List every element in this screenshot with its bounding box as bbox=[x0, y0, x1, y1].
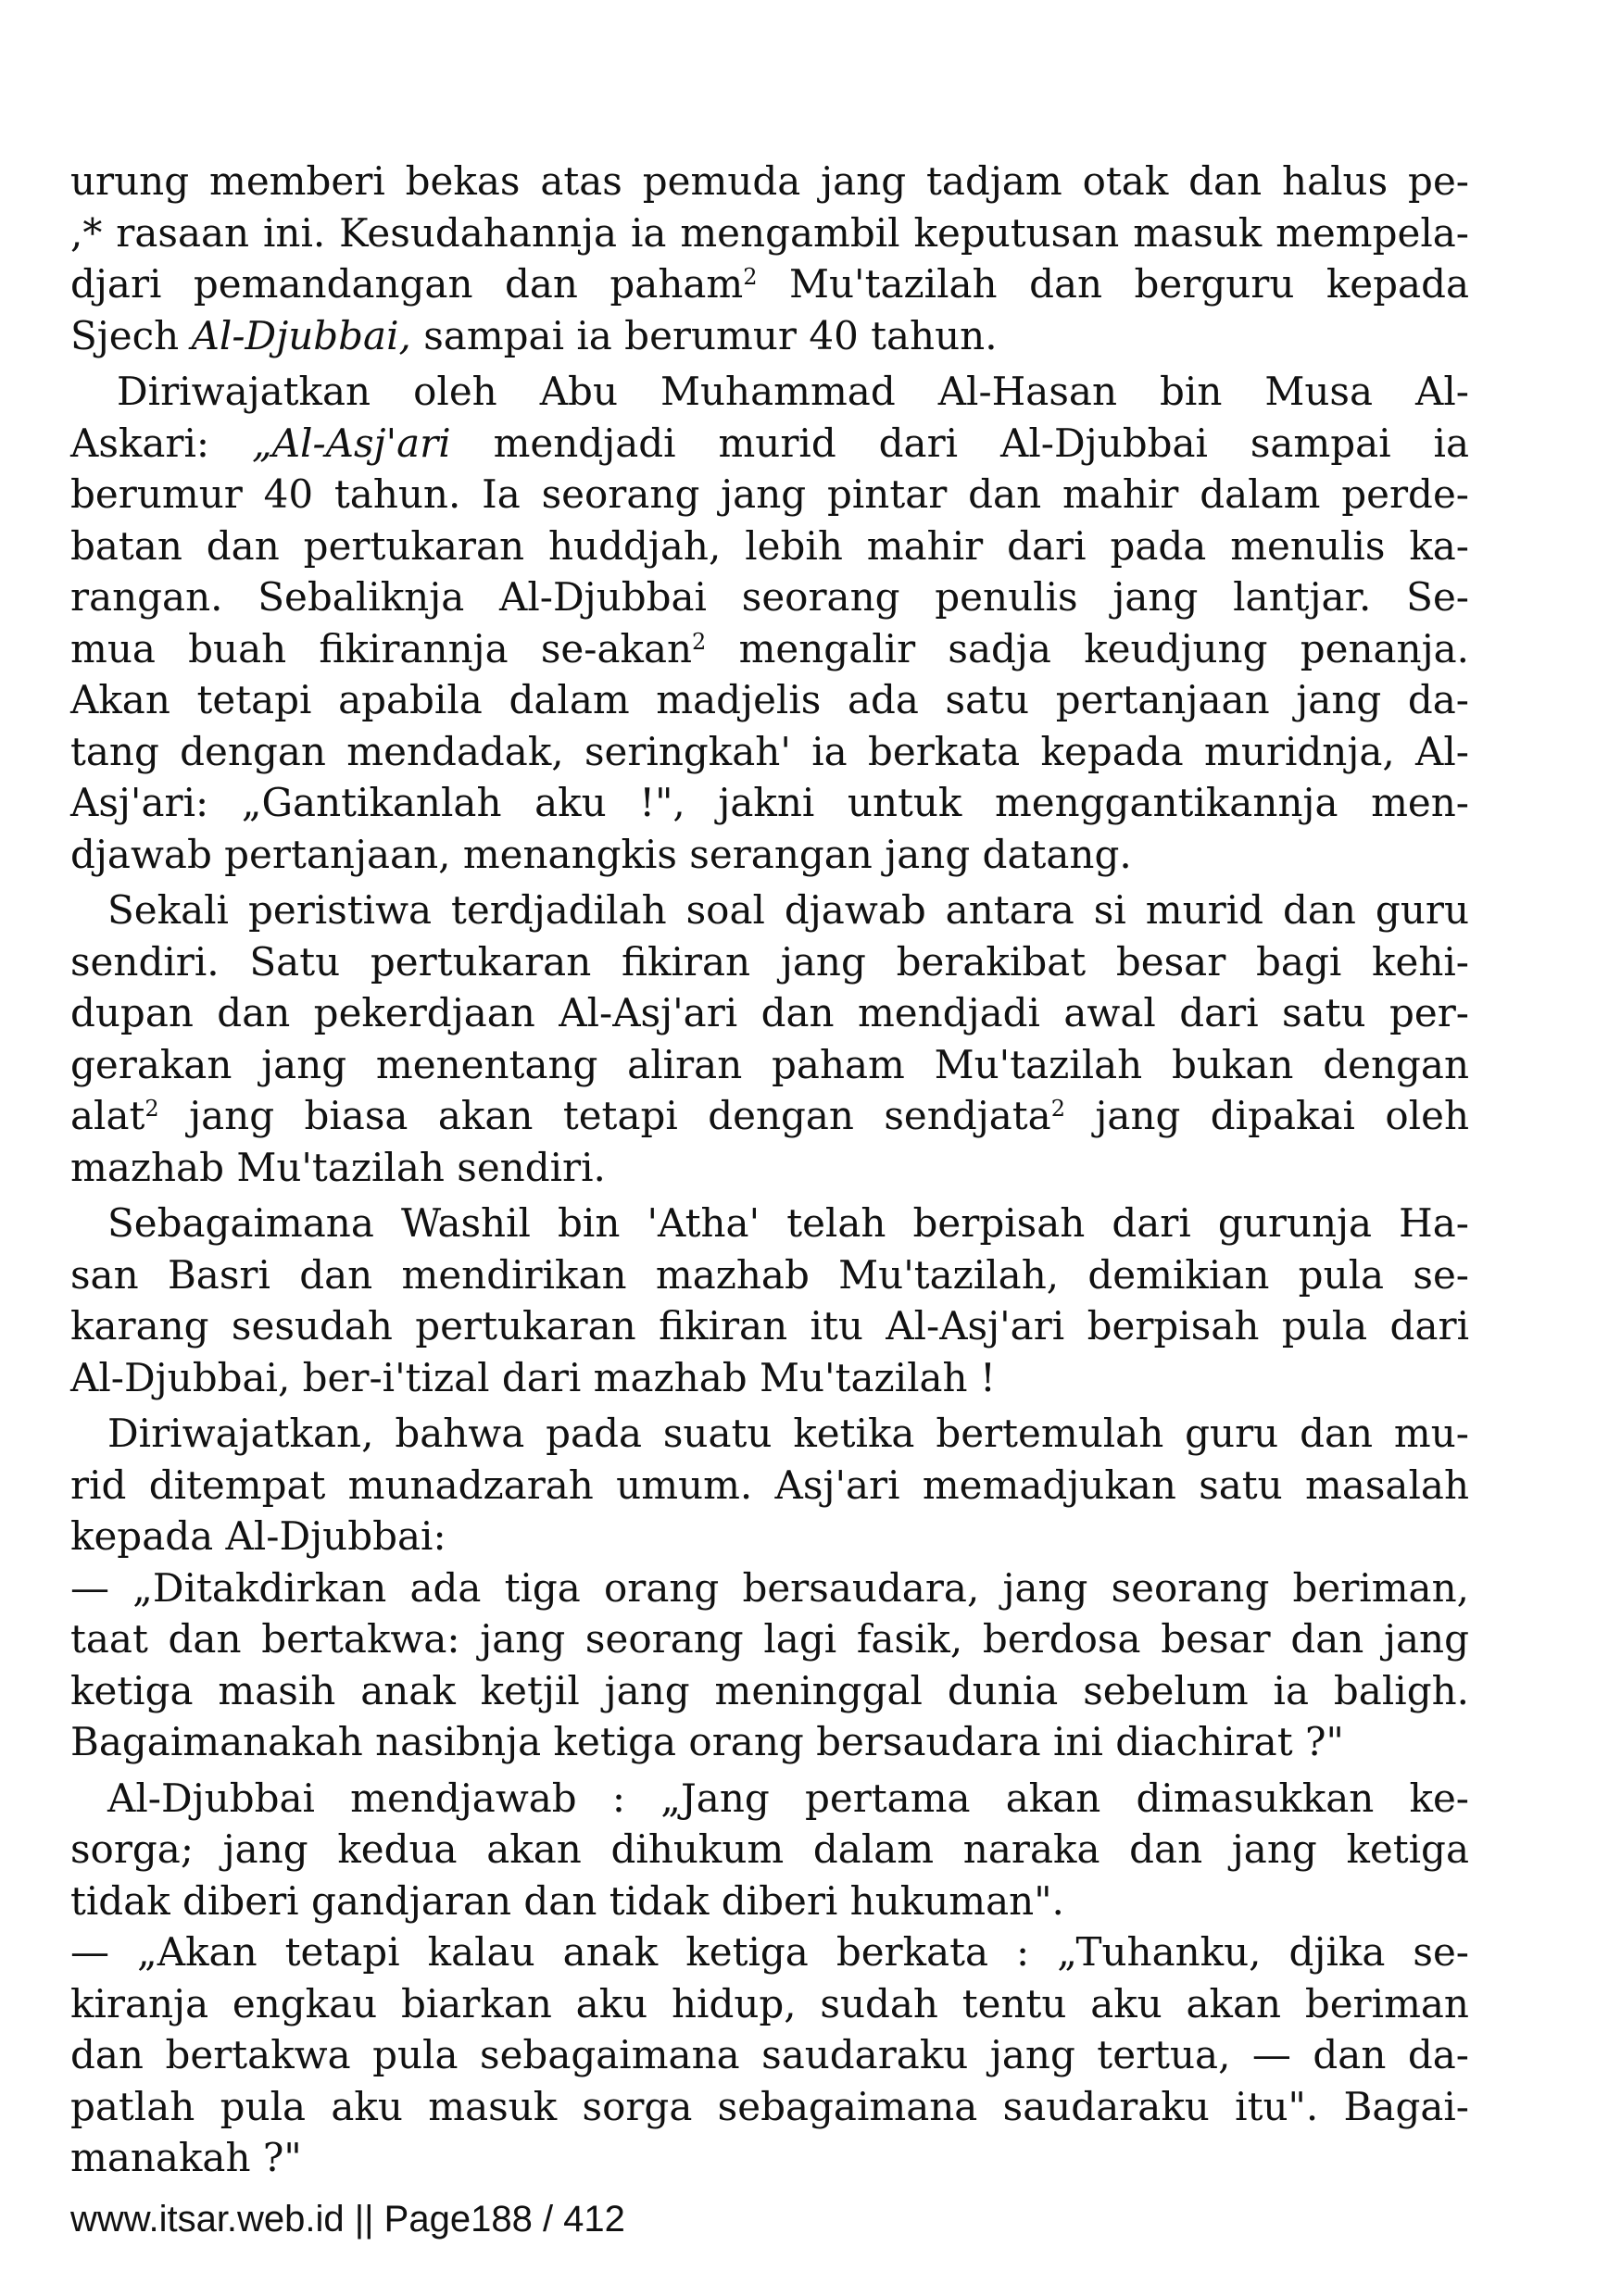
text-line: dan bertakwa pula sebagaimana saudaraku jang tertua, — dan da- bbox=[70, 2032, 1469, 2077]
text-line: mua buah fikirannja se-akan$^2$ mengalir sadja keudjung penanja. bbox=[70, 625, 1469, 671]
text-line: Bagaimanakah nasibnja ketiga orang bersaudara ini diachirat ?" bbox=[70, 1719, 1344, 1764]
page-footer: www.itsar.web.id || Page188 / 412 bbox=[70, 2199, 625, 2240]
text-line: Diriwajatkan oleh Abu Muhammad Al-Hasan bin Musa Al- bbox=[117, 369, 1469, 414]
text-line: Sjech Al-Djubbai, sampai ia berumur 40 tahun. bbox=[70, 312, 998, 358]
paragraph-3 bbox=[70, 885, 1469, 1193]
text-line: Akan tetapi apabila dalam madjelis ada satu pertanjaan jang da- bbox=[70, 677, 1469, 722]
text-line: Al-Djubbai, ber-i'tizal dari mazhab Mu'tazilah ! bbox=[70, 1354, 996, 1400]
text-line: san Basri dan mendirikan mazhab Mu'tazilah, demikian pula se- bbox=[70, 1251, 1469, 1298]
text-line: djari pemandangan dan paham$^2$ Mu'tazilah dan berguru kepada bbox=[70, 261, 1469, 307]
text-line: Sebagaimana Washil bin 'Atha' telah berpisah dari gurunja Ha- bbox=[107, 1200, 1469, 1246]
paragraph-1 bbox=[70, 156, 1469, 361]
text-line: taat dan bertakwa: jang seorang lagi fasik, berdosa besar dan jang bbox=[70, 1616, 1469, 1662]
text-line: — „Ditakdirkan ada tiga orang bersaudara, jang seorang beriman, bbox=[70, 1564, 1469, 1611]
paragraph-4 bbox=[70, 1198, 1469, 1403]
text-line: sendiri. Satu pertukaran fikiran jang berakibat besar bagi kehi- bbox=[70, 938, 1469, 985]
paragraph-7 bbox=[70, 1773, 1469, 1927]
text-line: — „Akan tetapi kalau anak ketiga berkata : „Tuhanku, djika se- bbox=[70, 1929, 1469, 1975]
text-line: kiranja engkau biarkan aku hidup, sudah tentu aku akan beriman bbox=[70, 1980, 1469, 2026]
text-line: sorga; jang kedua akan dihukum dalam naraka dan jang ketiga bbox=[70, 1826, 1469, 1872]
text-line: ketiga masih anak ketjil jang meninggal dunia sebelum ia baligh. bbox=[70, 1667, 1469, 1713]
paragraph-5 bbox=[70, 1408, 1469, 1562]
text-line: alat$^2$ jang biasa akan tetapi dengan sendjata$^2$ jang dipakai oleh bbox=[70, 1093, 1469, 1138]
text-line: urung memberi bekas atas pemuda jang tadjam otak dan halus pe- bbox=[70, 158, 1469, 204]
text-line: Asj'ari: „Gantikanlah aku !", jakni untuk menggantikannja men- bbox=[70, 780, 1469, 825]
text-line: Diriwajatkan, bahwa pada suatu ketika bertemulah guru dan mu- bbox=[107, 1411, 1469, 1456]
page-body bbox=[70, 156, 1469, 2184]
text-line: dupan dan pekerdjaan Al-Asj'ari dan mendjadi awal dari satu per- bbox=[70, 990, 1469, 1035]
paragraph-2 bbox=[70, 366, 1469, 880]
text-line: rid ditempat munadzarah umum. Asj'ari memadjukan satu masalah bbox=[70, 1462, 1469, 1508]
text-line: Sekali peristiwa terdjadilah soal djawab antara si murid dan guru bbox=[107, 887, 1469, 933]
text-line: patlah pula aku masuk sorga sebagaimana saudaraku itu". Bagai- bbox=[70, 2083, 1469, 2129]
text-line: berumur 40 tahun. Ia seorang jang pintar dan mahir dalam perde- bbox=[70, 471, 1469, 517]
text-line: gerakan jang menentang aliran paham Mu'tazilah bukan dengan bbox=[70, 1041, 1469, 1087]
text-line: manakah ?" bbox=[70, 2135, 302, 2180]
text-line: tidak diberi gandjaran dan tidak diberi hukuman". bbox=[70, 1877, 1064, 1924]
paragraph-6 bbox=[70, 1562, 1469, 1768]
text-line: ,* rasaan ini. Kesudahannja ia mengambil keputusan masuk mempela- bbox=[70, 209, 1469, 256]
text-line: kepada Al-Djubbai: bbox=[70, 1513, 446, 1559]
text-line: tang dengan mendadak, seringkah' ia berkata kepada muridnja, Al- bbox=[70, 728, 1469, 774]
text-line: Al-Djubbai mendjawab : „Jang pertama akan dimasukkan ke- bbox=[107, 1775, 1469, 1821]
text-line: rangan. Sebaliknja Al-Djubbai seorang penulis jang lantjar. Se- bbox=[70, 574, 1469, 620]
text-line: Askari: „Al-Asj'ari mendjadi murid dari Al-Djubbai sampai ia bbox=[70, 420, 1469, 466]
text-line: mazhab Mu'tazilah sendiri. bbox=[70, 1144, 606, 1190]
text-line: karang sesudah pertukaran fikiran itu Al-Asj'ari berpisah pula dari bbox=[70, 1303, 1469, 1349]
paragraph-8 bbox=[70, 1926, 1469, 2184]
text-line: batan dan pertukaran huddjah, lebih mahir dari pada menulis ka- bbox=[70, 522, 1469, 569]
text-line: djawab pertanjaan, menangkis serangan jang datang. bbox=[70, 831, 1132, 877]
